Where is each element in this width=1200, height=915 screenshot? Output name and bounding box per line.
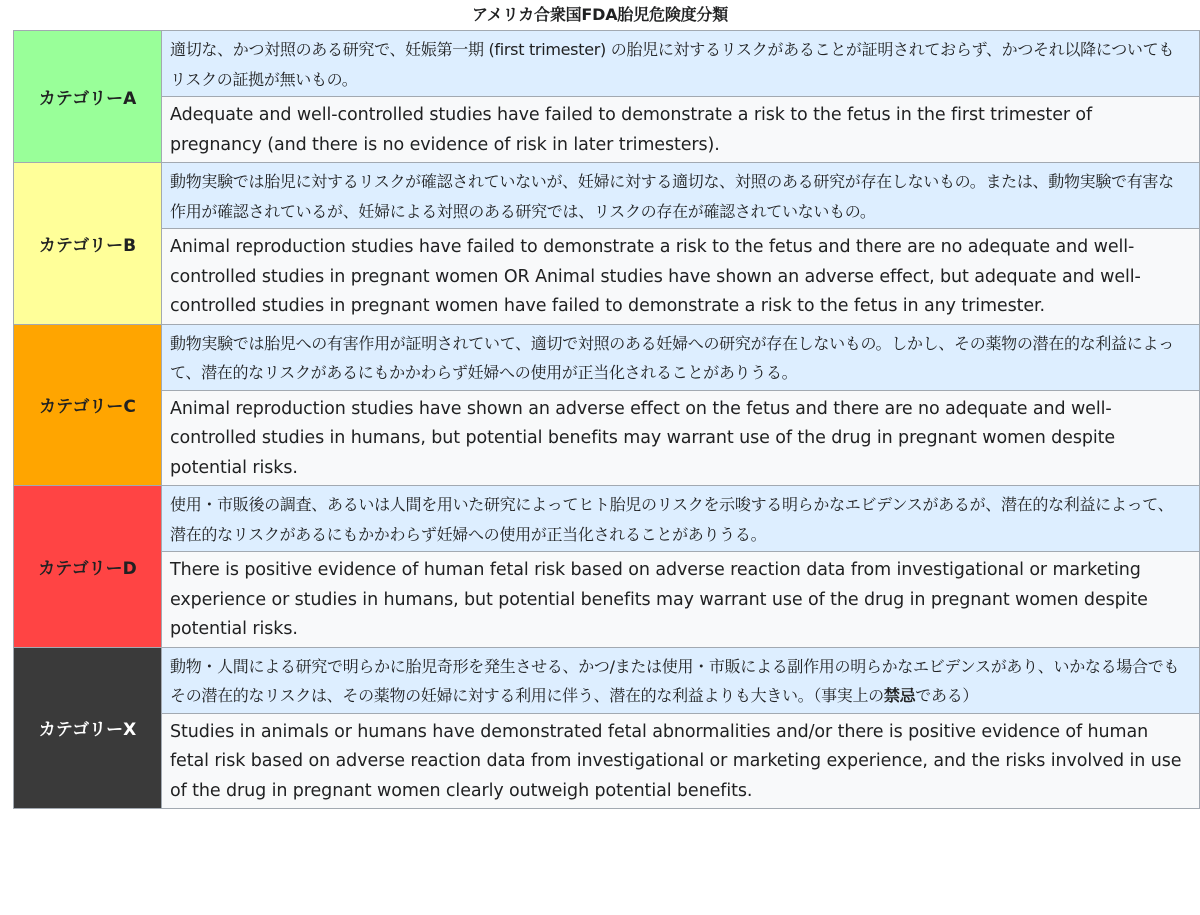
table-caption: アメリカ合衆国FDA胎児危険度分類 <box>471 5 729 24</box>
table-row <box>14 97 1200 163</box>
category-x-japanese-description <box>162 647 1200 713</box>
category-c-japanese-description: 動物実験では胎児への有害作用が証明されていて、適切で対照のある妊婦への研究が存在しないもの。しかし、その薬物の潜在的な利益によって、潜在的なリスクがあるにもかかわらず妊婦への使用が正当化されることがありうる。 <box>162 324 1200 390</box>
category-a-label: カテゴリーA <box>14 31 162 163</box>
table-row <box>14 163 1200 229</box>
contraindication-link[interactable]: 禁忌 <box>883 686 916 705</box>
category-b-english-description: Animal reproduction studies have failed to demonstrate a risk to the fetus and there are no adequate and well-controlled studies in pregnant women OR Animal studies have shown an adverse effect, but adequate and well-controlled studies in pregnant women have failed to demonstrate a risk to the fetus in any trimester. <box>162 229 1200 325</box>
table-row <box>14 647 1200 713</box>
category-x-japanese-text-end: である） <box>915 686 979 705</box>
table-row <box>14 229 1200 325</box>
category-c-english-description: Animal reproduction studies have shown an adverse effect on the fetus and there are no adequate and well-controlled studies in humans, but potential benefits may warrant use of the drug in pregnant women despite potential risks. <box>162 390 1200 486</box>
table-row <box>14 390 1200 486</box>
table-row <box>14 324 1200 390</box>
fda-pregnancy-category-table <box>13 30 1200 809</box>
category-d-japanese-description: 使用・市販後の調査、あるいは人間を用いた研究によってヒト胎児のリスクを示唆する明らかなエビデンスがあるが、潜在的な利益によって、潜在的なリスクがあるにもかかわらず妊婦への使用が正当化されることがありうる。 <box>162 486 1200 552</box>
category-x-english-description: Studies in animals or humans have demonstrated fetal abnormalities and/or there is positive evidence of human fetal risk based on adverse reaction data from investigational or marketing experience, and the risks involved in use of the drug in pregnant women clearly outweigh potential benefits. <box>162 713 1200 809</box>
table-row <box>14 552 1200 648</box>
category-x-japanese-text: 動物・人間による研究で明らかに胎児奇形を発生させる、かつ/または使用・市販による副作用の明らかなエビデンスがあり、いかなる場合でもその潜在的なリスクは、その薬物の妊婦に対する利用に伴う、潜在的な利益よりも大きい。（事実上の <box>170 656 1180 705</box>
category-a-english-description: Adequate and well-controlled studies have failed to demonstrate a risk to the fetus in the first trimester of pregnancy (and there is no evidence of risk in later trimesters). <box>162 97 1200 163</box>
table-row <box>14 486 1200 552</box>
category-b-japanese-description: 動物実験では胎児に対するリスクが確認されていないが、妊婦に対する適切な、対照のある研究が存在しないもの。または、動物実験で有害な作用が確認されているが、妊婦による対照のある研究では、リスクの存在が確認されていないもの。 <box>162 163 1200 229</box>
category-b-label: カテゴリーB <box>14 163 162 325</box>
category-d-english-description: There is positive evidence of human fetal risk based on adverse reaction data from investigational or marketing experience or studies in humans, but potential benefits may warrant use of the drug in pregnant women despite potential risks. <box>162 552 1200 648</box>
category-x-label: カテゴリーX <box>14 647 162 809</box>
table-row <box>14 31 1200 97</box>
category-a-japanese-description: 適切な、かつ対照のある研究で、妊娠第一期 (first trimester) の胎児に対するリスクがあることが証明されておらず、かつそれ以降についてもリスクの証拠が無いもの。 <box>162 31 1200 97</box>
table-row <box>14 713 1200 809</box>
category-d-label: カテゴリーD <box>14 486 162 648</box>
category-c-label: カテゴリーC <box>14 324 162 486</box>
